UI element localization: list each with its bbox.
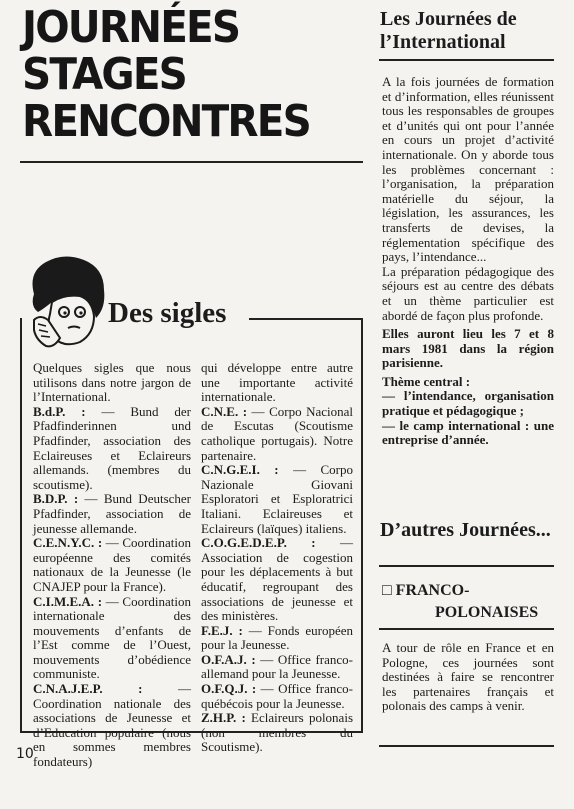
sigle-abbr: C.N.A.J.E.P. : (33, 681, 143, 697)
sigle-abbr: B.D.P. : (33, 491, 79, 507)
international-dates: Elles auront lieu les 7 et 8 mars 1981 dans la région parisienne. (382, 326, 554, 371)
sigle-definition: — Corpo Nazionale Giovani Esploratori et Esploratrici Italiani. Eclaireuses et Eclaireurs (laïques) italiens. (201, 462, 354, 536)
international-theme-1: — l’intendance, organisation pratique et pédagogique ; (382, 388, 554, 419)
autres-heading: D’autres Journées... (380, 519, 551, 541)
title-line-3: RENCONTRES (22, 96, 310, 147)
sigle-entry (201, 653, 353, 682)
sigle-entry (201, 711, 353, 755)
franco-polonaises-heading (382, 580, 558, 624)
sigle-definition: — Coordination internationale des mouvements d’enfants de l’Est comme de l’Ouest, mouvements d’obédience communiste. (33, 593, 192, 682)
title-line-1: JOURNÉES (22, 2, 240, 53)
sigle-definition: — Bund der Pfadfinderinnen und Pfadfinder, association des Eclaireuses et Eclaireurs allemands. (membres du scoutisme). (33, 403, 191, 492)
sigle-entry (33, 405, 191, 493)
sigle-entry (33, 492, 191, 536)
sigle-abbr: O.F.Q.J. : (201, 681, 257, 697)
sigle-definition: — Coordination nationale des associations de Jeunesse et d’Education populaire (nous en sommes membres fondateurs) (33, 681, 191, 770)
sigle-definition: — Corpo Nacional de Escutas (Scoutisme catholique portugais). Notre partenaire. (201, 403, 354, 463)
sigle-entry (201, 463, 353, 536)
sigle-definition: — Office franco-québécois pour la Jeunesse. (201, 681, 353, 711)
sigles-intro: Quelques sigles que nous utilisons dans notre jargon de l’International. (33, 360, 191, 405)
sigle-definition: — Bund Deutscher Pfadfinder, association de jeunesse allemande. (33, 491, 191, 536)
sigle-definition: — Coordination européenne des comités nationaux de la Jeunesse (le CNAJEP pour la France). (33, 535, 191, 594)
sigle-entry (201, 405, 353, 463)
sigle-definition: — Office franco-allemand pour la Jeunesse. (201, 651, 353, 682)
end-rule (379, 745, 554, 747)
sigle-abbr: C.O.G.E.D.E.P. : (201, 535, 316, 551)
sigle-abbr: C.I.M.E.A. : (33, 593, 103, 609)
sigle-abbr: C.E.N.Y.C. : (33, 535, 103, 551)
sigle-abbr: Z.H.P. : (201, 710, 246, 726)
sigles-heading: Des sigles (108, 297, 227, 329)
sigle-entry (33, 682, 191, 770)
sigle-entry (33, 536, 191, 594)
page-title (22, 4, 339, 145)
sigle-entry (201, 361, 353, 405)
sigle-entry (33, 595, 191, 683)
international-theme-label: Thème central : (382, 373, 471, 389)
sigle-abbr: F.E.J. : (201, 622, 243, 638)
sigle-definition: — Fonds européen pour la Jeunesse. (201, 622, 353, 653)
sigles-column-right (201, 361, 353, 755)
international-rule (379, 59, 554, 61)
sigle-abbr: C.N.G.E.I. : (201, 462, 279, 478)
title-line-2: STAGES (22, 49, 186, 100)
sigle-abbr: O.F.A.J. : (201, 651, 256, 667)
sigle-entry (201, 624, 353, 653)
sigle-entry (201, 682, 353, 711)
sigle-definition: — Association de cogestion pour les déplacements à but éducatif, regroupant des associations de jeunesse et des ministères. (201, 535, 354, 624)
international-paragraph-1: A la fois journées de formation et d’information, elles réunissent tous les responsables de groupes et d’unités qui ont pour l’année en cours un projet d’activité internationale. On y aborde tous les problèmes concernant : l’organisation, la préparation matérielle du séjour, la législation, les assurances, les transferts de devises, la réglementation spécifique des pays, l’intendance... (382, 74, 554, 265)
international-heading: Les Journées de l’International (380, 8, 517, 53)
sigle-abbr: B.d.P. : (33, 403, 86, 419)
title-rule (20, 161, 363, 163)
sigle-definition: Eclaireurs polonais (non membres du Scoutisme). (201, 710, 353, 755)
page-number: 10 (16, 746, 34, 762)
sigles-column-left (33, 361, 191, 770)
sigle-abbr: C.N.E. : (201, 403, 248, 419)
franco-rule (379, 628, 554, 630)
international-paragraph-2: La préparation pédagogique des séjours est au centre des débats et un thème particulier est abordé de façon plus profonde. (382, 263, 554, 323)
international-text (382, 75, 554, 448)
franco-text: A tour de rôle en France et en Pologne, ces journées sont destinées à faire se rencontrer les partenaires français et polonais des camps à venir. (382, 640, 554, 714)
franco-line-2: POLONAISES (435, 604, 539, 621)
sigle-definition: qui développe entre autre une importante activité internationale. (201, 360, 353, 405)
franco-line-1: □ FRANCO- (382, 582, 470, 599)
autres-rule (379, 565, 554, 567)
sigle-entry (201, 536, 353, 624)
international-theme-2: — le camp international : une entreprise d’année. (382, 417, 554, 448)
